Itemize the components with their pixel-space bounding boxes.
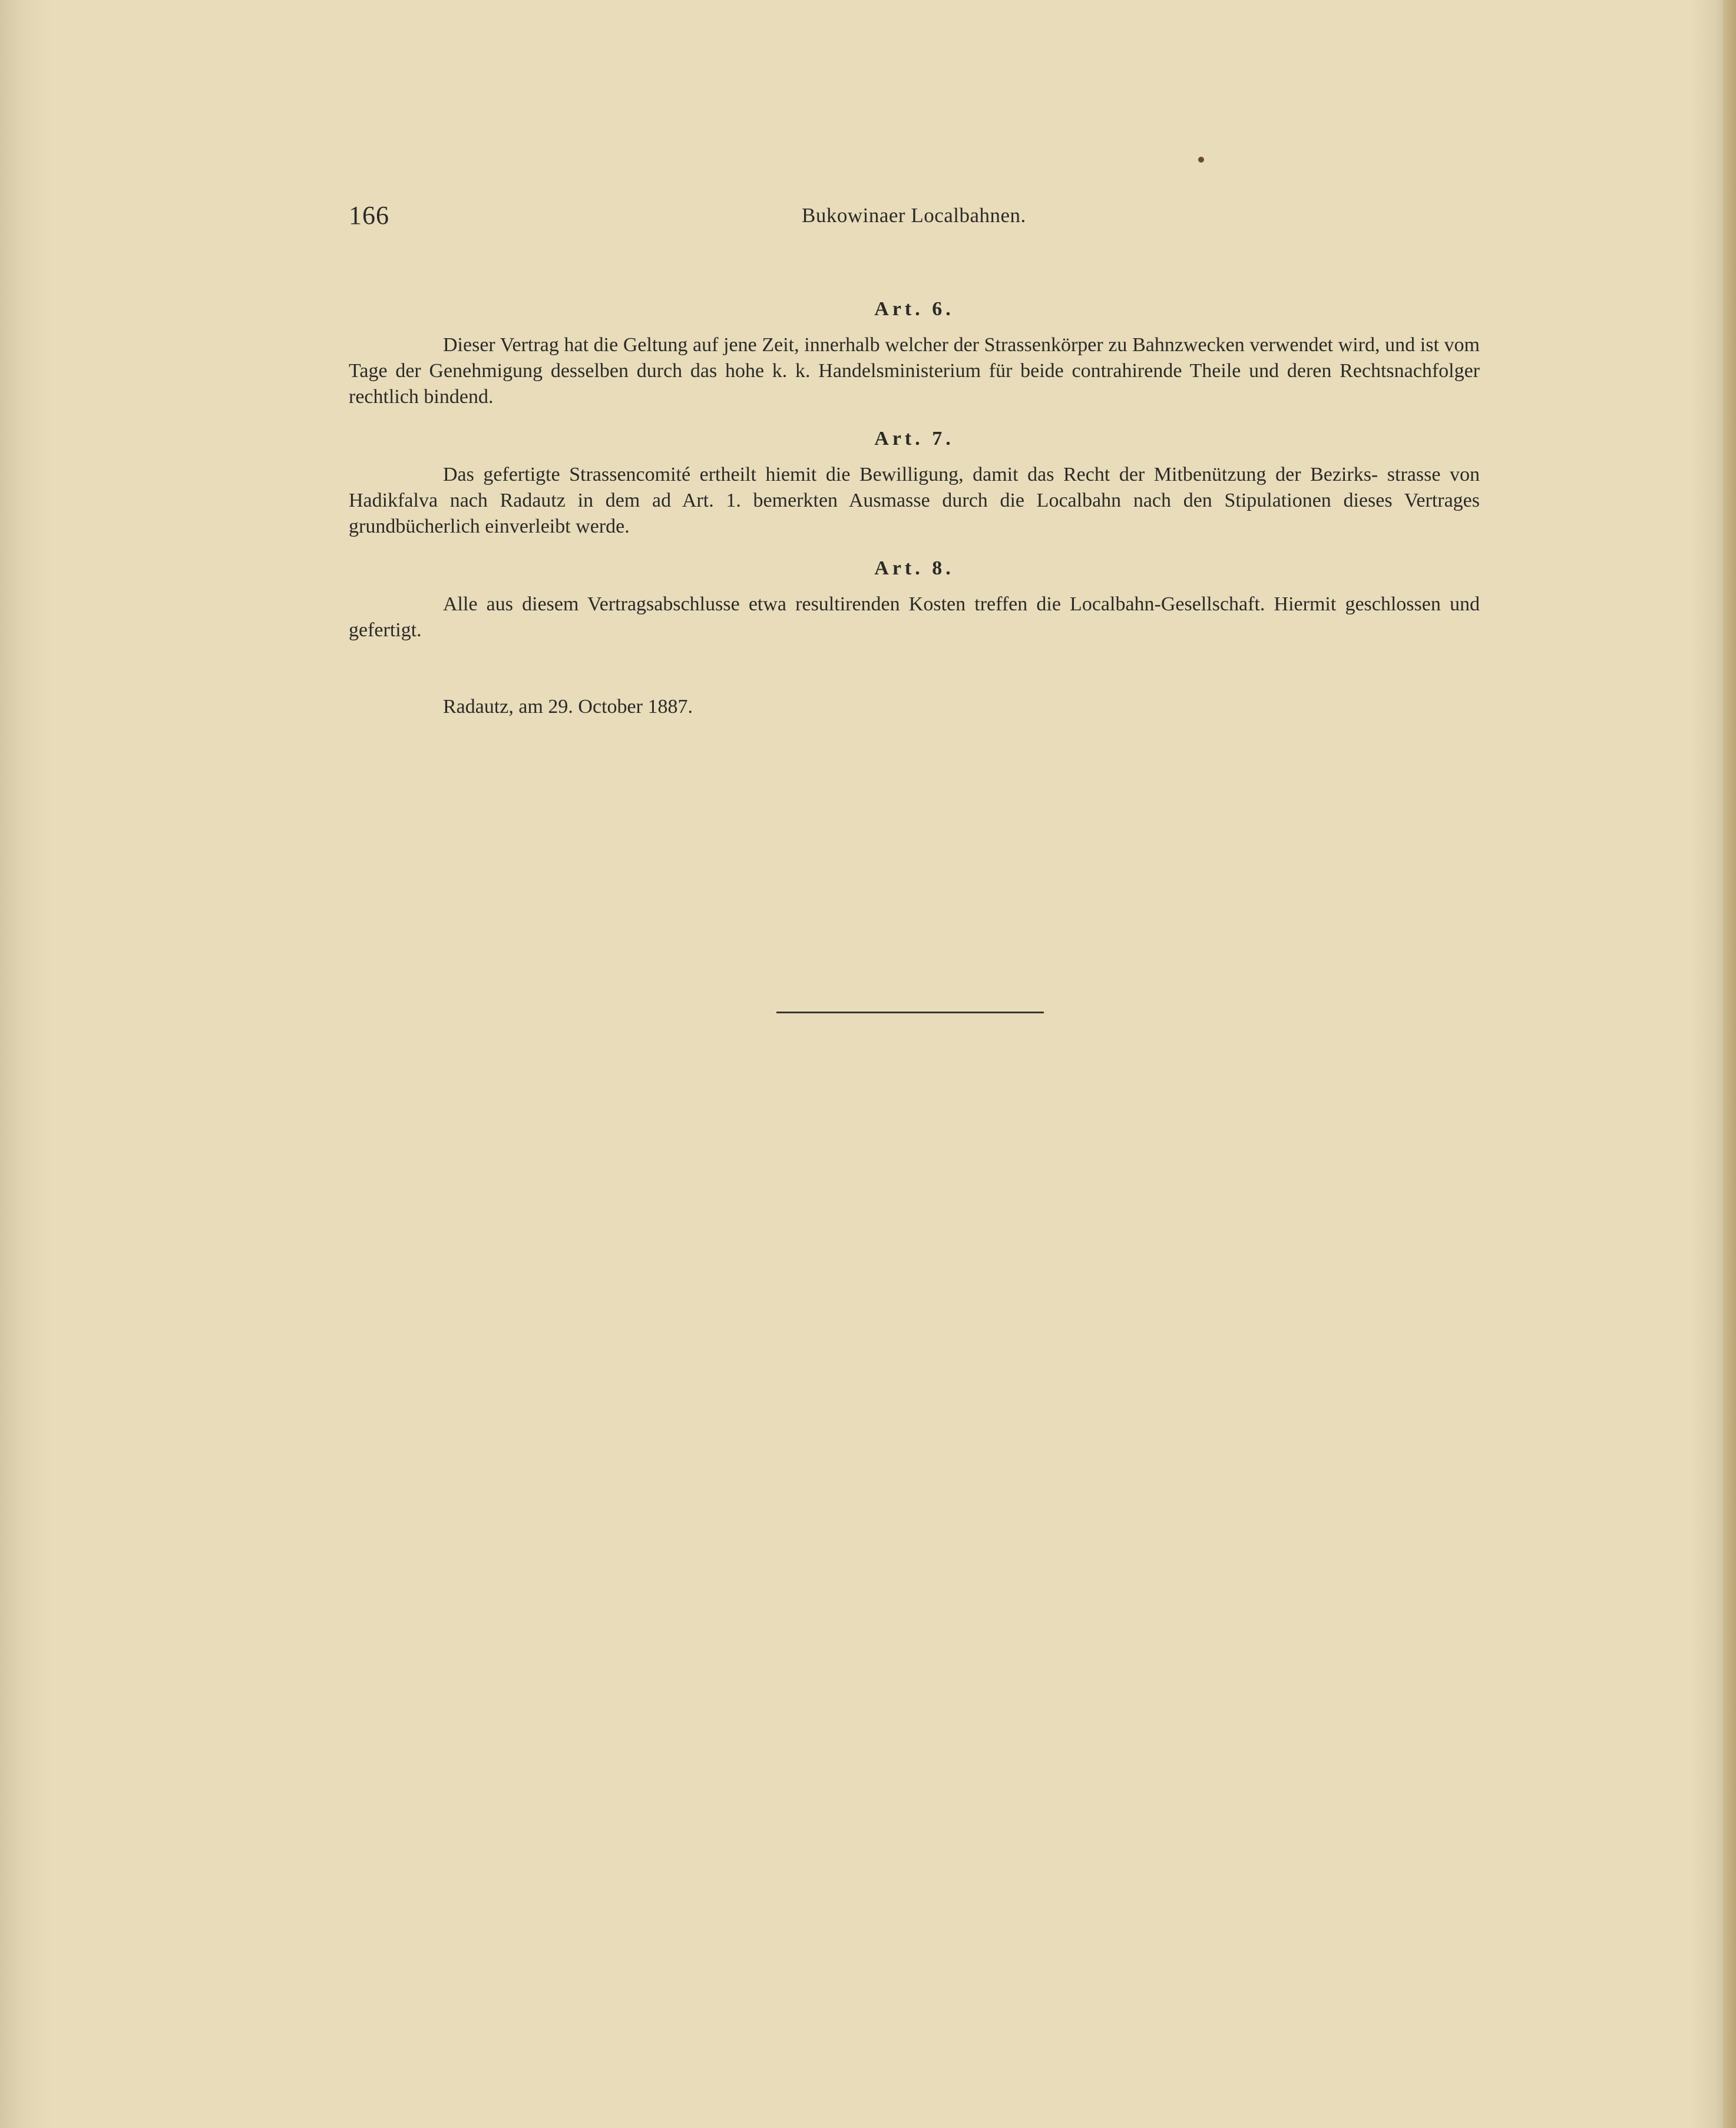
running-title: Bukowinaer Localbahnen.	[802, 204, 1026, 227]
closing-rule	[776, 1012, 1044, 1013]
article-7	[349, 424, 1480, 540]
article-8	[349, 554, 1480, 643]
article-heading: Art. 8.	[874, 557, 954, 579]
page-edge-shadow	[1723, 0, 1736, 2128]
ink-speck	[1198, 157, 1204, 163]
article-6	[349, 295, 1480, 410]
page-number: 166	[349, 201, 389, 230]
article-heading: Art. 7.	[874, 428, 954, 450]
place-and-date: Radautz, am 29. October 1887.	[443, 696, 693, 718]
article-paragraph: Alle aus diesem Vertragsabschlusse etwa resultirenden Kosten treffen die Localbahn-Gesellschaft. Hiermit geschlossen und gefertigt.	[349, 593, 1480, 641]
document-body	[349, 295, 1480, 720]
article-paragraph: Dieser Vertrag hat die Geltung auf jene Zeit, innerhalb welcher der Strassenkörper zu Bahnzwecken verwendet wird, und ist vom Tage der Genehmigung desselben durch das hohe k. k. Handelsministerium für beide contrahirende Theile und deren Rechtsnachfolger rechtlich bindend.	[349, 334, 1480, 408]
article-heading: Art. 6.	[874, 298, 954, 320]
article-paragraph: Das gefertigte Strassencomité ertheilt hiemit die Bewilligung, damit das Recht der Mitbenützung der Bezirks- strasse von Hadikfalva nach Radautz in dem ad Art. 1. bemerkten Ausmasse durch die Localbahn nach den Stipulationen dieses Vertrages grundbücherlich einverleibt werde.	[349, 464, 1480, 537]
page-header	[349, 200, 1480, 236]
